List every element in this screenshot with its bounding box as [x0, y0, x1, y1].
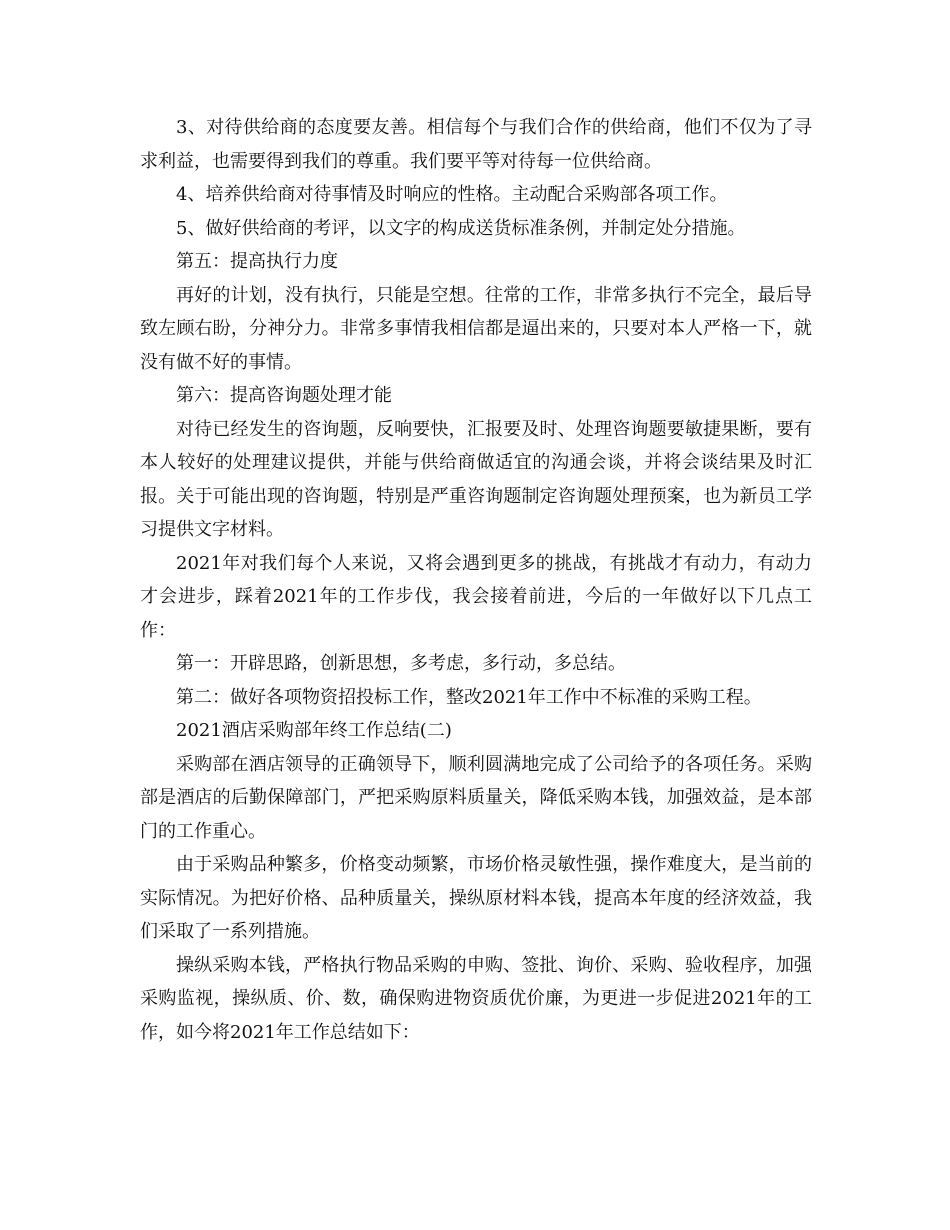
paragraph-problem-handling: 对待已经发生的咨询题，反响要快，汇报要及时、处理咨询题要敏捷果断，要有本人较好的处理建议提供，并能与供给商做适宜的沟通会谈，并将会谈结果及时汇报。关于可能出现的咨询题，特别是严重咨询题制定咨询题处理预案，也为新员工学习提供文字材料。	[140, 418, 812, 540]
paragraph-cost-control: 操纵采购本钱，严格执行物品采购的申购、签批、询价、采购、验收程序，加强采购监视，操纵质、价、数，确保购进物资质优价廉，为更进一步促进2021年的工作，如今将2021年工作总结如下：	[140, 954, 812, 1043]
section-title-summary-two: 2021酒店采购部年终工作总结(二)	[176, 720, 452, 741]
paragraph-supplier-attitude: 3、对待供给商的态度要友善。相信每个与我们合作的供给商，他们不仅为了寻求利益，也需要得到我们的尊重。我们要平等对待每一位供给商。	[140, 117, 812, 172]
section-heading-problem-handling: 第六：提高咨询题处理才能	[176, 385, 392, 406]
paragraph-next-year: 2021年对我们每个人来说，又将会遇到更多的挑战，有挑战才有动力，有动力才会进步，踩着2021年的工作步伐，我会接着前进，今后的一年做好以下几点工作：	[140, 552, 812, 641]
list-item-second: 第二：做好各项物资招投标工作，整改2021年工作中不标准的采购工程。	[176, 686, 762, 708]
document-page	[140, 111, 812, 1049]
paragraph-market-situation: 由于采购品种繁多，价格变动频繁，市场价格灵敏性强，操作难度大，是当前的实际情况。为把好价格、品种质量关，操纵原材料本钱，提高本年度的经济效益，我们采取了一系列措施。	[140, 854, 812, 942]
paragraph-execution: 再好的计划，没有执行，只能是空想。往常的工作，非常多执行不完全，最后导致左顾右盼，分神分力。非常多事情我相信都是逼出来的，只要对本人严格一下，就没有做不好的事情。	[140, 284, 812, 373]
paragraph-supplier-response: 4、培养供给商对待事情及时响应的性格。主动配合采购部各项工作。	[176, 184, 728, 205]
paragraph-department-overview: 采购部在酒店领导的正确领导下，顺利圆满地完成了公司给予的各项任务。采购部是酒店的后勤保障部门，严把采购原料质量关，降低采购本钱，加强效益，是本部门的工作重心。	[140, 753, 812, 842]
list-item-first: 第一：开辟思路，创新思想，多考虑，多行动，多总结。	[176, 653, 626, 674]
section-heading-execution: 第五：提高执行力度	[176, 251, 338, 272]
paragraph-supplier-evaluation: 5、做好供给商的考评，以文字的构成送货标准条例，并制定处分措施。	[176, 217, 746, 239]
